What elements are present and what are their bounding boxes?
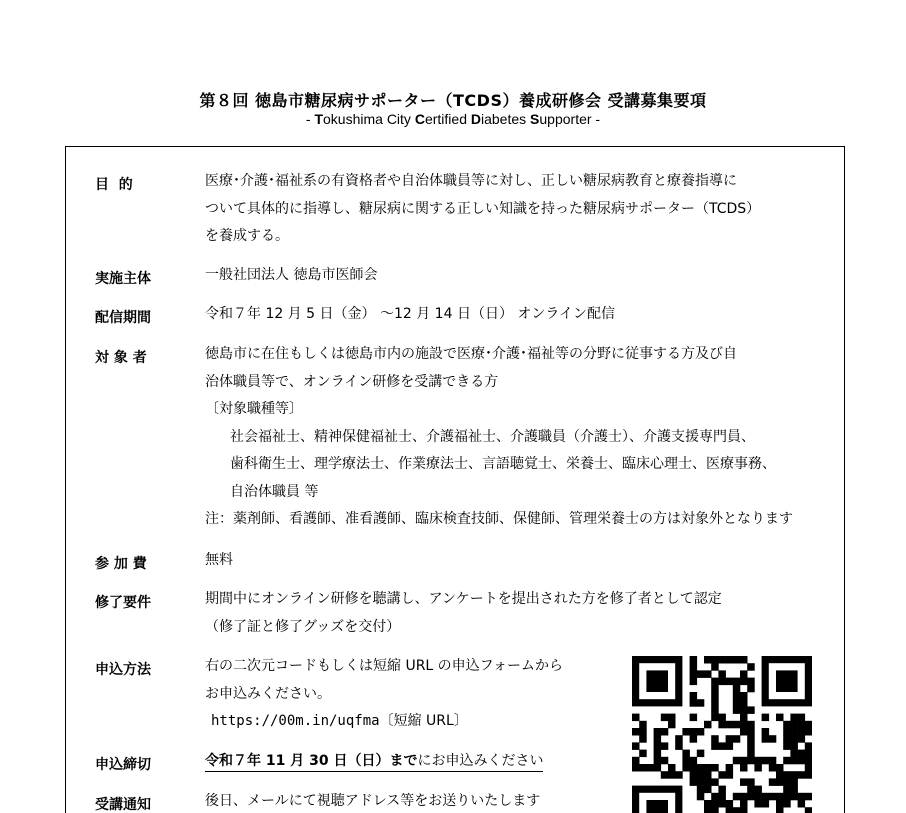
completion-content [205,586,722,641]
deadline-label: 申込締切 [95,757,151,773]
target-note: 注：薬剤師、看護師、准看護師、臨床検査技師、保健師、管理栄養士の方は対象外となります [205,511,793,527]
period-line: 令和７年 12 月 5 日（金） ～12 月 14 日（日） オンライン配信 [205,306,615,322]
target-line: 徳島市に在住もしくは徳島市内の施設で医療･介護･福祉等の分野に従事する方及び自 [205,346,737,362]
deadline-text [205,753,543,772]
notice-label: 受講通知 [95,797,151,813]
subtitle-letter-d: D [470,111,481,127]
subtitle-word: okushima City [323,111,415,127]
target-job-line: 歯科衛生士、理学療法士、作業療法士、言語聴覚士、栄養士、臨床心理士、医療事務、 [230,456,776,472]
apply-line: お申込みください。 [205,685,331,702]
fee-label: 参 加 費 [95,556,147,572]
apply-url-link[interactable]: https://00m.in/uqfma [211,713,380,729]
deadline-date: 令和７年 11 月 30 日（日）まで [205,753,418,769]
apply-line: 右の二次元コードもしくは短縮 URL の申込フォームから [205,658,563,674]
subtitle-letter-s: S [530,111,540,127]
subtitle-word: upporter [539,111,592,127]
target-job-line: 自治体職員 等 [230,483,319,500]
apply-label: 申込方法 [95,662,151,678]
apply-url-note: 〔短縮 URL〕 [379,713,468,729]
period-content [205,301,615,329]
purpose-content [205,168,760,251]
target-label: 対 象 者 [95,350,147,366]
subtitle-suffix: - [591,111,601,127]
notice-content [205,788,540,813]
subtitle-prefix: - [305,111,315,127]
notice-line: 後日、メールにて視聴アドレス等をお送りいたします [205,793,541,809]
qr-code-icon[interactable] [632,656,812,813]
purpose-label: 目 的 [95,177,133,193]
apply-url-line [205,708,563,736]
organizer-content [205,262,377,290]
organizer-line: 一般社団法人 徳島市医師会 [205,267,378,283]
period-label: 配信期間 [95,310,151,326]
fee-content [205,547,233,575]
subtitle-letter-c: C [414,111,425,127]
purpose-line: ついて具体的に指導し、糖尿病に関する正しい知識を持った糖尿病サポーター（TCDS） [205,200,761,217]
page-title: 第８回 徳島市糖尿病サポーター（TCDS）養成研修会 受講募集要項 [199,91,707,110]
subtitle-letter-t: T [314,111,324,127]
deadline-rest: にお申込みください [417,753,544,769]
completion-label: 修了要件 [95,595,151,611]
fee-line: 無料 [205,552,233,568]
target-line: 治体職員等で、オンライン研修を受講できる方 [205,373,499,390]
target-job-line: 社会福祉士、精神保健福祉士、介護福祉士、介護職員（介護士）、介護支援専門員、 [230,428,755,445]
subtitle-word: ertified [424,111,471,127]
completion-line: 期間中にオンライン研修を聴講し、アンケートを提出された方を修了者として認定 [205,591,722,607]
purpose-line: 医療･介護･福祉系の有資格者や自治体職員等に対し、正しい糖尿病教育と療養指導に [205,173,737,189]
target-content [205,341,793,534]
page-subtitle [0,111,906,127]
deadline-content [205,748,543,776]
apply-content [205,653,563,736]
purpose-line: を養成する。 [205,228,289,244]
target-line: 〔対象職種等〕 [205,401,303,417]
organizer-label: 実施主体 [95,271,151,287]
subtitle-word: iabetes [481,111,531,127]
completion-line: （修了証と修了グッズを交付） [205,618,401,635]
